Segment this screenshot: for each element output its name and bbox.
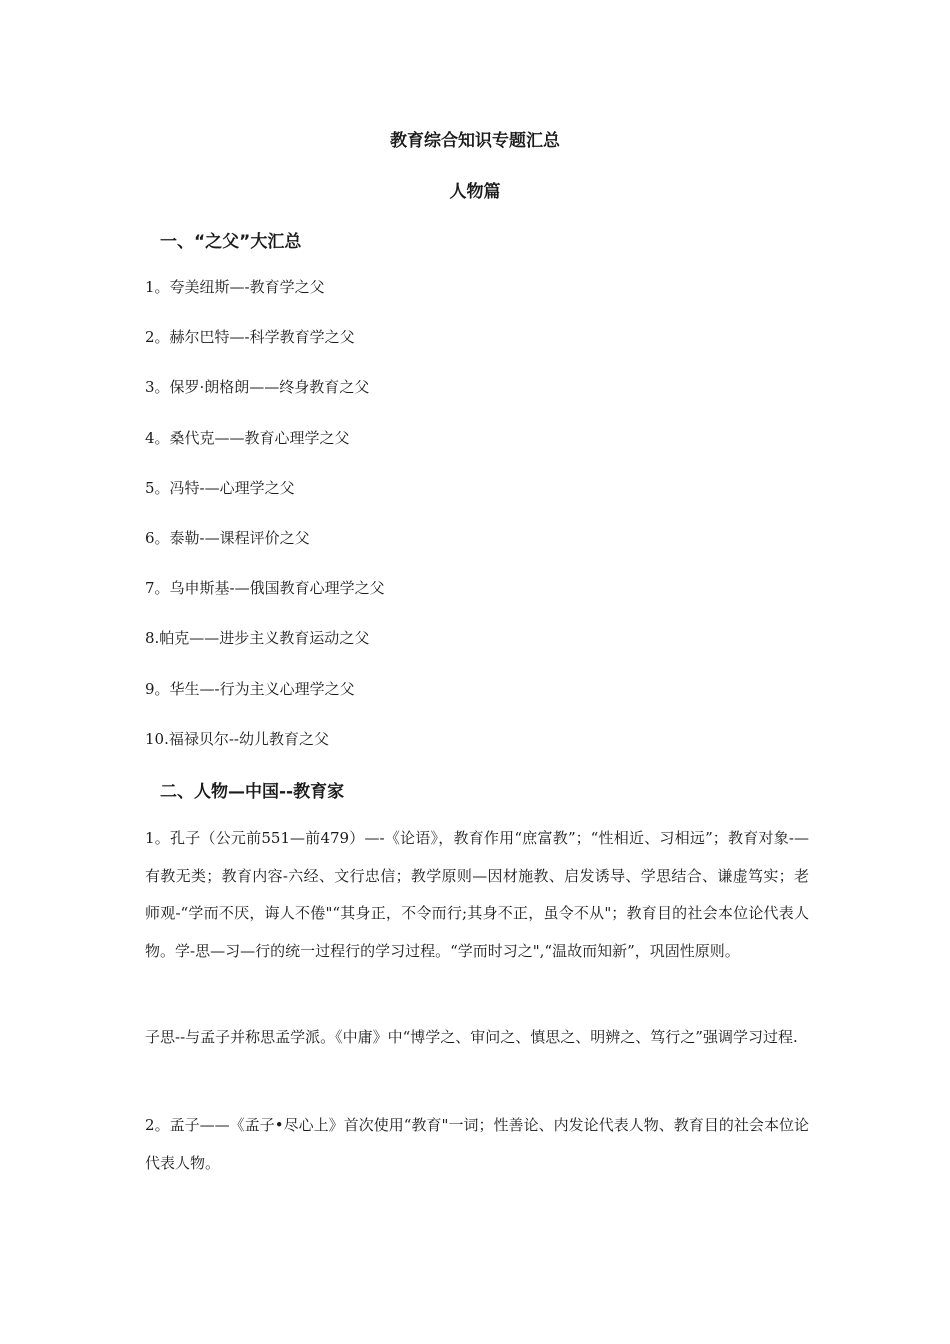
list-item: 6。泰勒-—课程评价之父 <box>145 528 310 547</box>
list-item: 2。赫尔巴特—-科学教育学之父 <box>145 328 355 347</box>
section-heading-chinese-educators: 二、人物—中国--教育家 <box>160 782 345 802</box>
paragraph-confucius: 1。孔子（公元前551—前479）—-《论语》，教育作用“庶富教”；“性相近、习相远”；教育对象-—有教无类；教育内容-六经、文行忠信；教学原则—因材施教、启发诱导、学思结合、谦虚笃实；老师观-“学而不厌，诲人不倦"“其身正，不令而行;其身不正，虽令不从"；教育目的社会本位论代表人物。学-思—习—行的统一过程行的学习过程。“学而时习之",“温故而知新”，巩固性原则。 <box>145 829 809 960</box>
paragraph-mencius: 2。孟子——《孟子•尽心上》首次使用“教育"一词；性善论、内发论代表人物、教育目的社会本位论代表人物。 <box>145 1116 809 1172</box>
list-item: 10.福禄贝尔--幼儿教育之父 <box>145 729 329 748</box>
list-item: 3。保罗·朗格朗——终身教育之父 <box>145 378 370 397</box>
section-heading-fathers: 一、“之父”大汇总 <box>160 232 302 252</box>
list-item: 5。冯特-—心理学之父 <box>145 478 295 497</box>
list-item: 4。桑代克——教育心理学之父 <box>145 428 350 447</box>
document-title: 教育综合知识专题汇总 <box>390 131 560 151</box>
list-item: 8.帕克——进步主义教育运动之父 <box>145 629 370 648</box>
document-subtitle: 人物篇 <box>449 182 501 202</box>
list-item: 9。华生—-行为主义心理学之父 <box>145 679 355 698</box>
paragraph-zisi: 子思--与孟子并称思孟学派。《中庸》中“博学之、审问之、慎思之、明辨之、笃行之”强调学习过程. <box>145 1028 798 1046</box>
fathers-list <box>145 277 385 779</box>
list-item: 7。乌申斯基-—俄国教育心理学之父 <box>145 579 385 598</box>
list-item: 1。夸美纽斯—-教育学之父 <box>145 278 325 296</box>
